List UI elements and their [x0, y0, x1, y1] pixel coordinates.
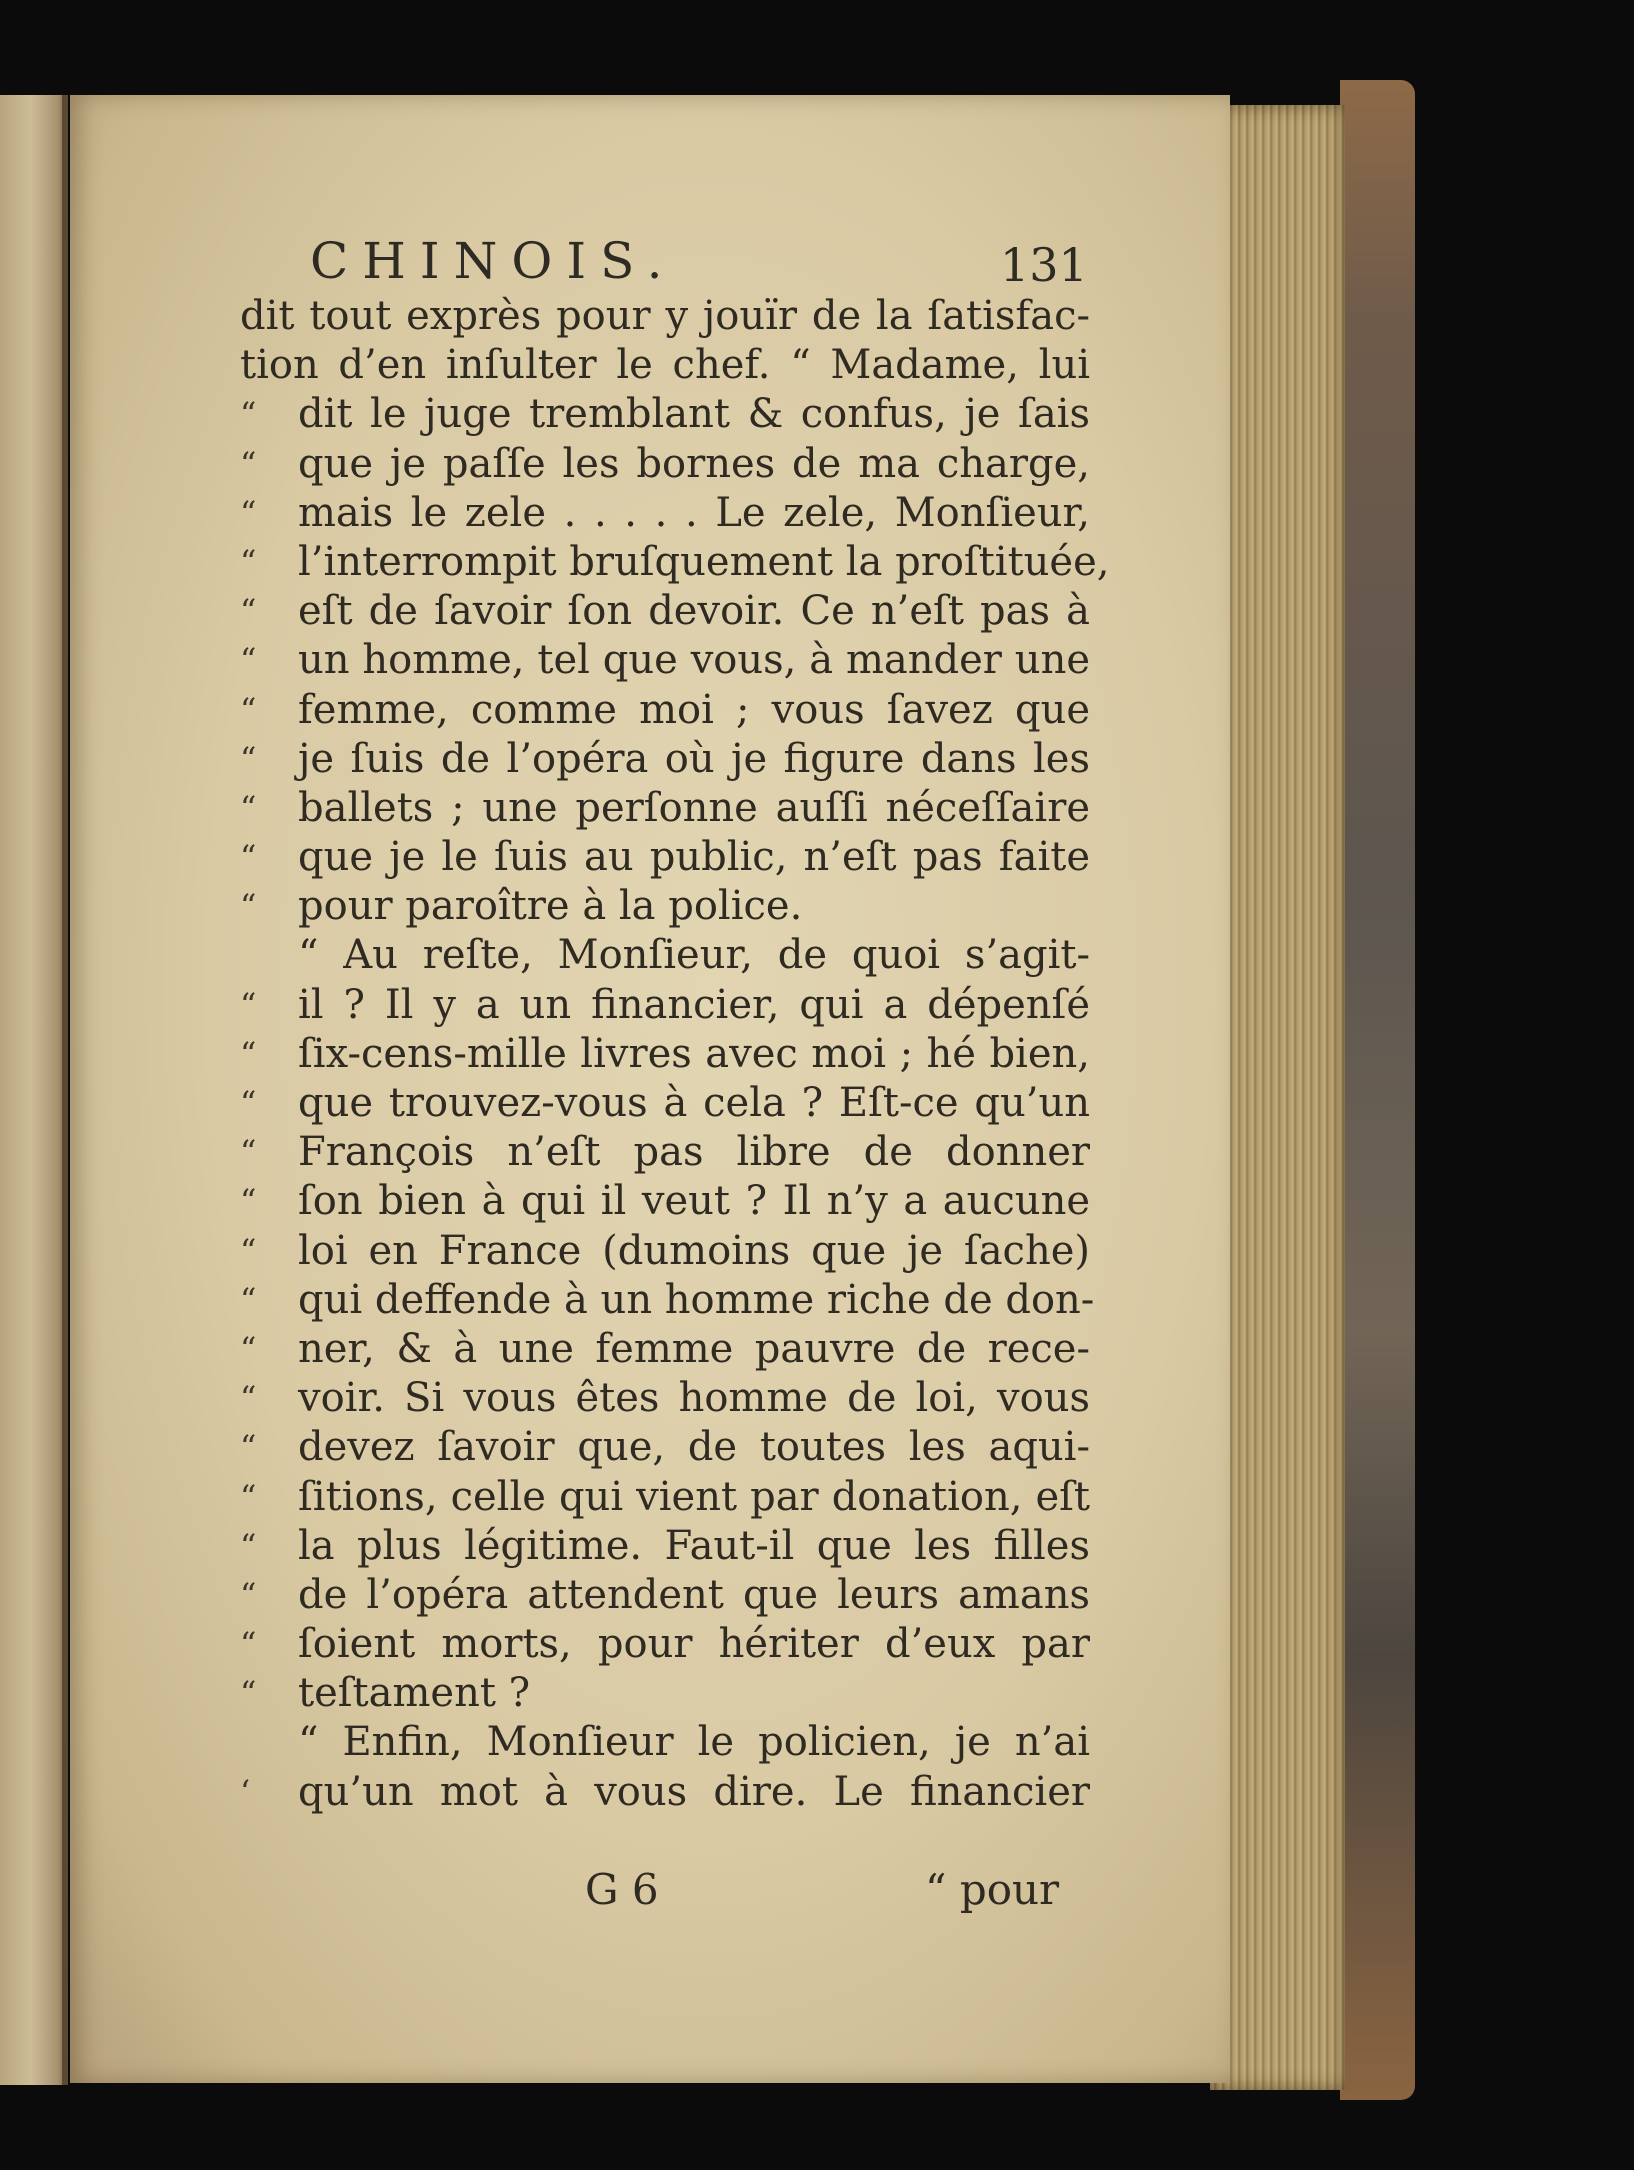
quote-mark: “ [240, 542, 257, 581]
line-text: je ſuis de l’opéra où je figure dans les [298, 735, 1090, 782]
quote-mark: “ [240, 788, 257, 827]
quote-mark: “ [240, 493, 257, 532]
quote-mark: “ [240, 985, 257, 1024]
text-line [240, 1620, 1090, 1669]
text-line [240, 981, 1090, 1030]
quote-mark: “ [240, 1034, 257, 1073]
text-line [240, 1423, 1090, 1472]
quote-mark: “ [240, 739, 257, 778]
line-text: loi en France (dumoins que je ſache) [298, 1227, 1090, 1274]
text-line [240, 341, 1090, 390]
line-text: la plus légitime. Faut-il que les filles [298, 1522, 1090, 1569]
line-text: femme, comme moi ; vous ſavez que [298, 686, 1090, 733]
page-number: 131 [1000, 238, 1088, 292]
quote-mark: “ [240, 1674, 257, 1713]
text-line [240, 390, 1090, 439]
line-text: qui deffende à un homme riche de don- [298, 1276, 1095, 1323]
line-text: voir. Si vous êtes homme de loi, vous [298, 1375, 1090, 1422]
quote-mark: “ [240, 641, 257, 680]
text-line [240, 1177, 1090, 1226]
line-text: de l’opéra attendent que leurs amans [298, 1571, 1090, 1618]
text-line [240, 1030, 1090, 1079]
line-text: un homme, tel que vous, à mander une [298, 637, 1090, 684]
line-text: teſtament ? [298, 1670, 531, 1717]
quote-mark: “ [240, 1182, 257, 1221]
text-line [240, 538, 1110, 587]
text-line [240, 1227, 1090, 1276]
line-text: ſon bien à qui il veut ? Il n’y a aucune [298, 1178, 1090, 1225]
text-line [240, 1718, 1090, 1767]
text-line [240, 1522, 1090, 1571]
page-fore-edge [1210, 105, 1345, 2090]
line-text: ballets ; une perſonne auſſi néceſſaire [298, 784, 1090, 831]
line-text: François n’eſt pas libre de donner [298, 1129, 1090, 1176]
line-text: “ Au reſte, Monſieur, de quoi s’agit- [298, 932, 1090, 979]
quote-mark: “ [240, 1329, 257, 1368]
body-text [240, 292, 1110, 1817]
quote-mark: “ [240, 1280, 257, 1319]
quote-mark: “ [240, 1231, 257, 1270]
line-text: pour paroître à la police. [298, 883, 803, 930]
catchword: “ pour [925, 1865, 1060, 1914]
line-text: ner, & à une femme pauvre de rece- [298, 1325, 1090, 1372]
left-page-edge [0, 95, 68, 2085]
line-text: eſt de ſavoir ſon devoir. Ce n’eſt pas à [298, 588, 1090, 635]
line-text: ſix-cens-mille livres avec moi ; hé bien, [298, 1030, 1090, 1077]
quote-mark: “ [240, 838, 257, 877]
quote-mark: “ [240, 592, 257, 631]
line-text: qu’un mot à vous dire. Le financier [298, 1768, 1090, 1815]
line-text: dit tout exprès pour y jouïr de la ſatisfac- [240, 293, 1090, 339]
quote-mark: “ [240, 1133, 257, 1172]
text-line [240, 1276, 1095, 1325]
line-text: devez ſavoir que, de toutes les aqui- [298, 1424, 1090, 1471]
text-line [240, 882, 1090, 931]
line-text: il ? Il y a un financier, qui a dépenſé [298, 981, 1090, 1028]
quote-mark: ‘ [240, 1772, 251, 1811]
text-line [240, 686, 1090, 735]
text-line [240, 587, 1090, 636]
text-line [240, 1079, 1090, 1128]
running-title: CHINOIS. [310, 232, 677, 290]
text-line [240, 1128, 1090, 1177]
text-line [240, 440, 1090, 489]
signature-mark: G 6 [585, 1865, 659, 1914]
line-text: tion d’en inſulter le chef. “ Madame, lui [240, 342, 1090, 389]
text-line [240, 1768, 1090, 1817]
text-line [240, 489, 1090, 538]
quote-mark: “ [240, 395, 257, 434]
text-line [240, 931, 1090, 980]
quote-mark: “ [240, 1575, 257, 1614]
text-line [240, 784, 1090, 833]
quote-mark: “ [240, 1477, 257, 1516]
text-line [240, 1325, 1090, 1374]
line-text: que je le ſuis au public, n’eſt pas faite [298, 834, 1090, 881]
line-text: ſoient morts, pour hériter d’eux par [298, 1621, 1090, 1668]
line-text: l’interrompit bruſquement la proſtituée, [298, 538, 1110, 585]
text-line [240, 1571, 1090, 1620]
line-text: que je paſſe les bornes de ma charge, [298, 440, 1090, 487]
leather-cover [1340, 80, 1415, 2100]
quote-mark: “ [240, 1625, 257, 1664]
text-line [240, 1374, 1090, 1423]
line-text: que trouvez-vous à cela ? Eſt-ce qu’un [298, 1080, 1090, 1126]
quote-mark: “ [240, 690, 257, 729]
text-line [240, 833, 1090, 882]
text-line [240, 1669, 1090, 1718]
quote-mark: “ [240, 887, 257, 926]
line-text: ſitions, celle qui vient par donation, eſt [298, 1473, 1090, 1520]
quote-mark: “ [240, 444, 257, 483]
text-line [240, 636, 1090, 685]
quote-mark: “ [240, 1428, 257, 1467]
quote-mark: “ [240, 1379, 257, 1418]
quote-mark: “ [240, 1084, 257, 1122]
text-line [240, 735, 1090, 784]
text-line [240, 1473, 1090, 1522]
line-text: dit le juge tremblant & confus, je ſais [298, 391, 1090, 438]
quote-mark: “ [240, 1526, 257, 1565]
line-text: mais le zele . . . . . Le zele, Monſieur, [298, 489, 1090, 536]
line-text: “ Enfin, Monſieur le policien, je n’ai [298, 1719, 1090, 1766]
text-line [240, 292, 1090, 341]
